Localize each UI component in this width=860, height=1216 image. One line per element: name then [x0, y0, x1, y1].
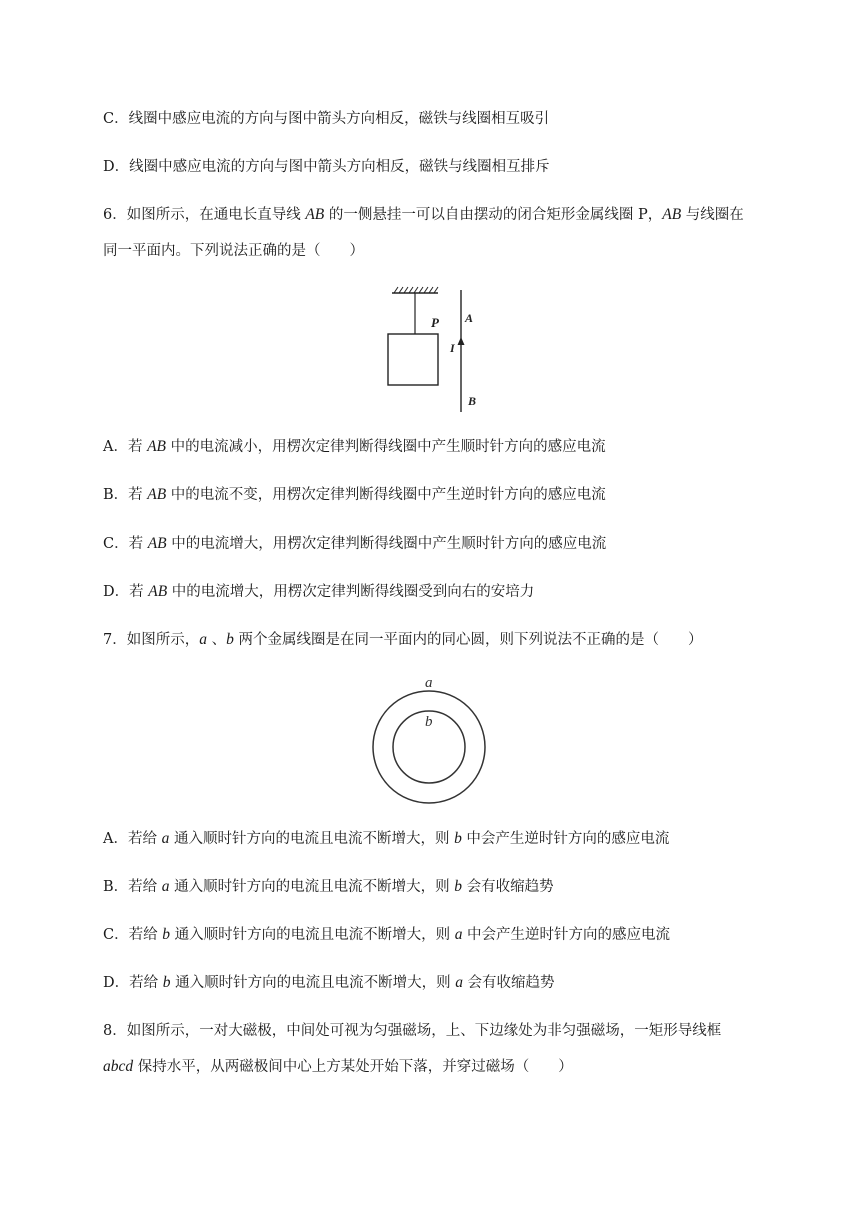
q8-stem-text: 8．如图所示，一对大磁极，中间处可视为匀强磁场，上、下边缘处为非匀强磁场，一矩形导线框: [103, 1023, 722, 1039]
option-prefix: B．若: [103, 487, 148, 503]
option-text: 通入顺时针方向的电流且电流不断增大，则: [170, 975, 456, 991]
q5-option-c-text: C．线圈中感应电流的方向与图中箭头方向相反，磁铁与线圈相互吸引: [103, 111, 550, 127]
q8-stem-line1: [103, 1021, 721, 1041]
q7-stem-text: 两个金属线圈是在同一平面内的同心圆，则下列说法不正确的是（ ）: [233, 632, 703, 648]
label-a: a: [425, 675, 433, 691]
option-var: b: [162, 974, 171, 991]
q6-option-c: [103, 534, 606, 554]
q6-option-b: [103, 485, 606, 505]
q8-var-abcd: abcd: [103, 1058, 134, 1075]
q7-separator: 、: [206, 632, 227, 648]
option-var: b: [454, 830, 462, 847]
q7-option-c: [103, 925, 670, 945]
label-b: B: [468, 394, 477, 408]
label-p: P: [431, 315, 439, 330]
label-a: A: [465, 311, 474, 325]
option-var: AB: [147, 438, 167, 455]
coil-p: [388, 334, 438, 385]
option-text: D．若给: [103, 975, 163, 991]
option-text: A．若给: [103, 831, 162, 847]
q6-figure: [380, 282, 500, 416]
option-var: a: [455, 974, 463, 991]
q7-option-a: [103, 829, 669, 849]
option-text: 会有收缩趋势: [462, 975, 555, 991]
option-var: AB: [148, 583, 168, 600]
coil-a-circle: [373, 691, 485, 803]
current-arrow-icon: [458, 337, 465, 345]
q7-figure: [370, 672, 490, 804]
option-var: a: [161, 878, 170, 895]
option-prefix: D．若: [103, 584, 149, 600]
q7-option-d: [103, 973, 555, 993]
q7-option-b: [103, 877, 554, 897]
option-text: 中会产生逆时针方向的感应电流: [461, 831, 670, 847]
option-var: a: [454, 926, 463, 943]
option-text: B．若给: [103, 879, 162, 895]
q5-option-c: [103, 109, 549, 129]
option-text: 中会产生逆时针方向的感应电流: [462, 927, 671, 943]
option-text: 通入顺时针方向的电流且电流不断增大，则: [169, 927, 455, 943]
q6-stem-text: 6．如图所示，在通电长直导线: [103, 207, 306, 223]
option-text: 中的电流不变，用楞次定律判断得线圈中产生逆时针方向的感应电流: [166, 487, 606, 503]
q6-stem-text: 同一平面内。下列说法正确的是（ ）: [103, 243, 364, 259]
option-text: C．若给: [103, 927, 163, 943]
label-i: I: [450, 341, 455, 355]
option-prefix: A．若: [103, 439, 148, 455]
option-text: 中的电流减小，用楞次定律判断得线圈中产生顺时针方向的感应电流: [166, 439, 606, 455]
q5-option-d: [103, 157, 550, 177]
option-var: AB: [147, 486, 167, 503]
q7-stem-text: 7．如图所示，: [103, 632, 200, 648]
label-b: b: [425, 714, 433, 730]
q6-stem-text: 与线圈在: [681, 207, 744, 223]
option-var: b: [454, 878, 462, 895]
option-var: b: [162, 926, 170, 943]
option-text: 中的电流增大，用楞次定律判断得线圈中产生顺时针方向的感应电流: [166, 536, 607, 552]
q6-stem-line2: [103, 241, 364, 261]
q7-stem: [103, 630, 702, 650]
q7-var-b: b: [226, 631, 234, 648]
option-var: AB: [147, 535, 167, 552]
option-text: 通入顺时针方向的电流且电流不断增大，则: [169, 879, 455, 895]
q5-option-d-text: D．线圈中感应电流的方向与图中箭头方向相反，磁铁与线圈相互排斥: [103, 159, 550, 175]
option-prefix: C．若: [103, 536, 148, 552]
q6-option-d: [103, 582, 534, 602]
option-var: a: [161, 830, 170, 847]
q6-var-ab: AB: [305, 206, 325, 223]
q8-stem-text: 保持水平，从两磁极间中心上方某处开始下落，并穿过磁场（ ）: [133, 1059, 573, 1075]
q6-stem-text: 的一侧悬挂一可以自由摆动的闭合矩形金属线圈 P，: [324, 207, 663, 223]
q8-stem-line2: [103, 1057, 573, 1077]
option-text: 中的电流增大，用楞次定律判断得线圈受到向右的安培力: [167, 584, 535, 600]
q6-stem-line1: [103, 205, 744, 225]
ceiling-hatch: [394, 287, 438, 293]
option-text: 会有收缩趋势: [461, 879, 554, 895]
option-text: 通入顺时针方向的电流且电流不断增大，则: [169, 831, 455, 847]
q6-var-ab: AB: [662, 206, 682, 223]
q6-option-a: [103, 437, 606, 457]
q7-var-a: a: [199, 631, 207, 648]
